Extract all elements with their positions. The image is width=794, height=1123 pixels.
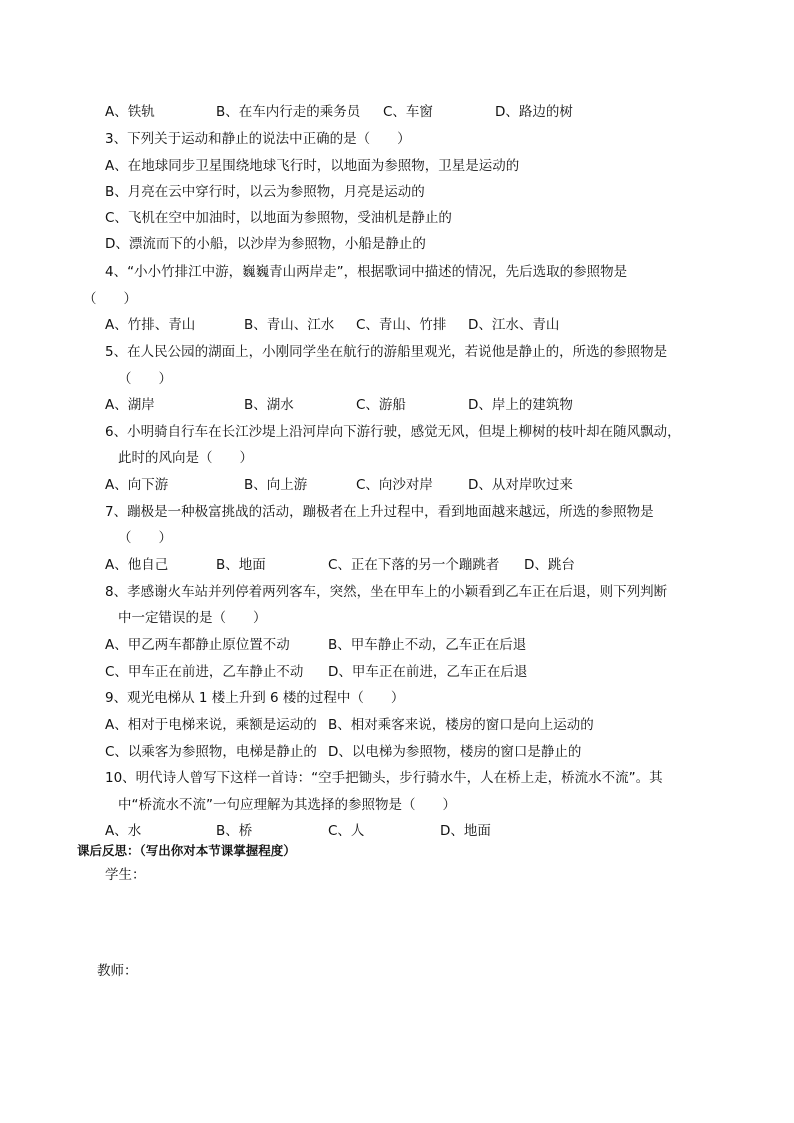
q2-option-a: A、铁轨 [105,104,155,120]
q6-stem: 6、小明骑自行车在长江沙堤上沿河岸向下游行驶，感觉无风，但堤上柳树的枝叶却在随风飘动， [105,424,681,440]
q6-option-b: B、向上游 [244,477,308,493]
q7-option-b: B、地面 [216,557,266,573]
q4-option-b: B、青山、江水 [244,317,335,333]
reflection-title: 课后反思：（写出你对本节课掌握程度） [77,843,296,858]
q2-option-b: B、在车内行走的乘务员 [216,104,361,120]
q7-option-d: D、跳台 [524,557,575,573]
q4-stem-cont: （ ） [83,291,137,307]
q9-stem: 9、观光电梯从 1 楼上升到 6 楼的过程中（ ） [105,690,405,706]
q3-option-a: A、在地球同步卫星围绕地球飞行时，以地面为参照物，卫星是运动的 [105,158,520,174]
q5-stem-cont: （ ） [118,371,172,387]
q5-option-c: C、游船 [356,397,406,413]
q7-option-a: A、他自己 [105,557,169,573]
q7-stem: 7、蹦极是一种极富挑战的活动，蹦极者在上升过程中，看到地面越来越远，所选的参照物是 [105,504,654,520]
q6-stem-cont: 此时的风向是（ ） [118,450,253,466]
q9-option-b: B、相对乘客来说，楼房的窗口是向上运动的 [328,717,594,733]
q8-option-d: D、甲车正在前进，乙车正在后退 [328,664,528,680]
q3-option-b: B、月亮在云中穿行时，以云为参照物，月亮是运动的 [105,184,425,200]
q2-option-c: C、车窗 [383,104,433,120]
q5-option-b: B、湖水 [244,397,294,413]
q4-option-d: D、江水、青山 [468,317,560,333]
q7-stem-cont: （ ） [118,530,172,546]
q6-option-a: A、向下游 [105,477,169,493]
q6-option-c: C、向沙对岸 [356,477,433,493]
q10-option-c: C、人 [328,823,365,839]
student-label: 学生： [105,867,146,883]
q8-option-a: A、甲乙两车都静止原位置不动 [105,637,290,653]
q2-option-d: D、路边的树 [495,104,573,120]
q8-stem: 8、孝感谢火车站并列停着两列客车，突然，坐在甲车上的小颖看到乙车正在后退，则下列判断 [105,584,668,600]
q4-option-c: C、青山、竹排 [356,317,447,333]
q8-option-c: C、甲车正在前进，乙车静止不动 [105,664,304,680]
q3-option-d: D、漂流而下的小船，以沙岸为参照物，小船是静止的 [105,236,426,252]
q4-option-a: A、竹排、青山 [105,317,196,333]
q9-option-a: A、相对于电梯来说，乘额是运动的 [105,717,317,733]
q3-stem: 3、下列关于运动和静止的说法中正确的是（ ） [105,131,411,147]
teacher-label: 教师： [97,963,138,979]
q10-option-d: D、地面 [440,823,491,839]
q3-option-c: C、飞机在空中加油时，以地面为参照物，受油机是静止的 [105,210,452,226]
q5-option-d: D、岸上的建筑物 [468,397,573,413]
q5-stem: 5、在人民公园的湖面上，小刚同学坐在航行的游船里观光，若说他是静止的，所选的参照物是 [105,344,668,360]
q9-option-c: C、以乘客为参照物，电梯是静止的 [105,744,317,760]
q6-option-d: D、从对岸吹过来 [468,477,573,493]
q5-option-a: A、湖岸 [105,397,155,413]
q8-stem-cont: 中一定错误的是（ ） [118,610,267,626]
q10-stem-cont: 中“桥流水不流”一句应理解为其选择的参照物是（ ） [118,797,456,813]
q9-option-d: D、以电梯为参照物，楼房的窗口是静止的 [328,744,582,760]
q4-stem: 4、“小小竹排江中游，巍巍青山两岸走”，根据歌词中描述的情况，先后选取的参照物是 [105,264,628,280]
q10-option-a: A、水 [105,823,142,839]
q10-option-b: B、桥 [216,823,253,839]
q10-stem: 10、明代诗人曾写下这样一首诗：“空手把锄头，步行骑水牛，人在桥上走，桥流水不流”。其 [105,770,663,786]
q7-option-c: C、正在下落的另一个蹦跳者 [328,557,500,573]
q8-option-b: B、甲车静止不动，乙车正在后退 [328,637,527,653]
